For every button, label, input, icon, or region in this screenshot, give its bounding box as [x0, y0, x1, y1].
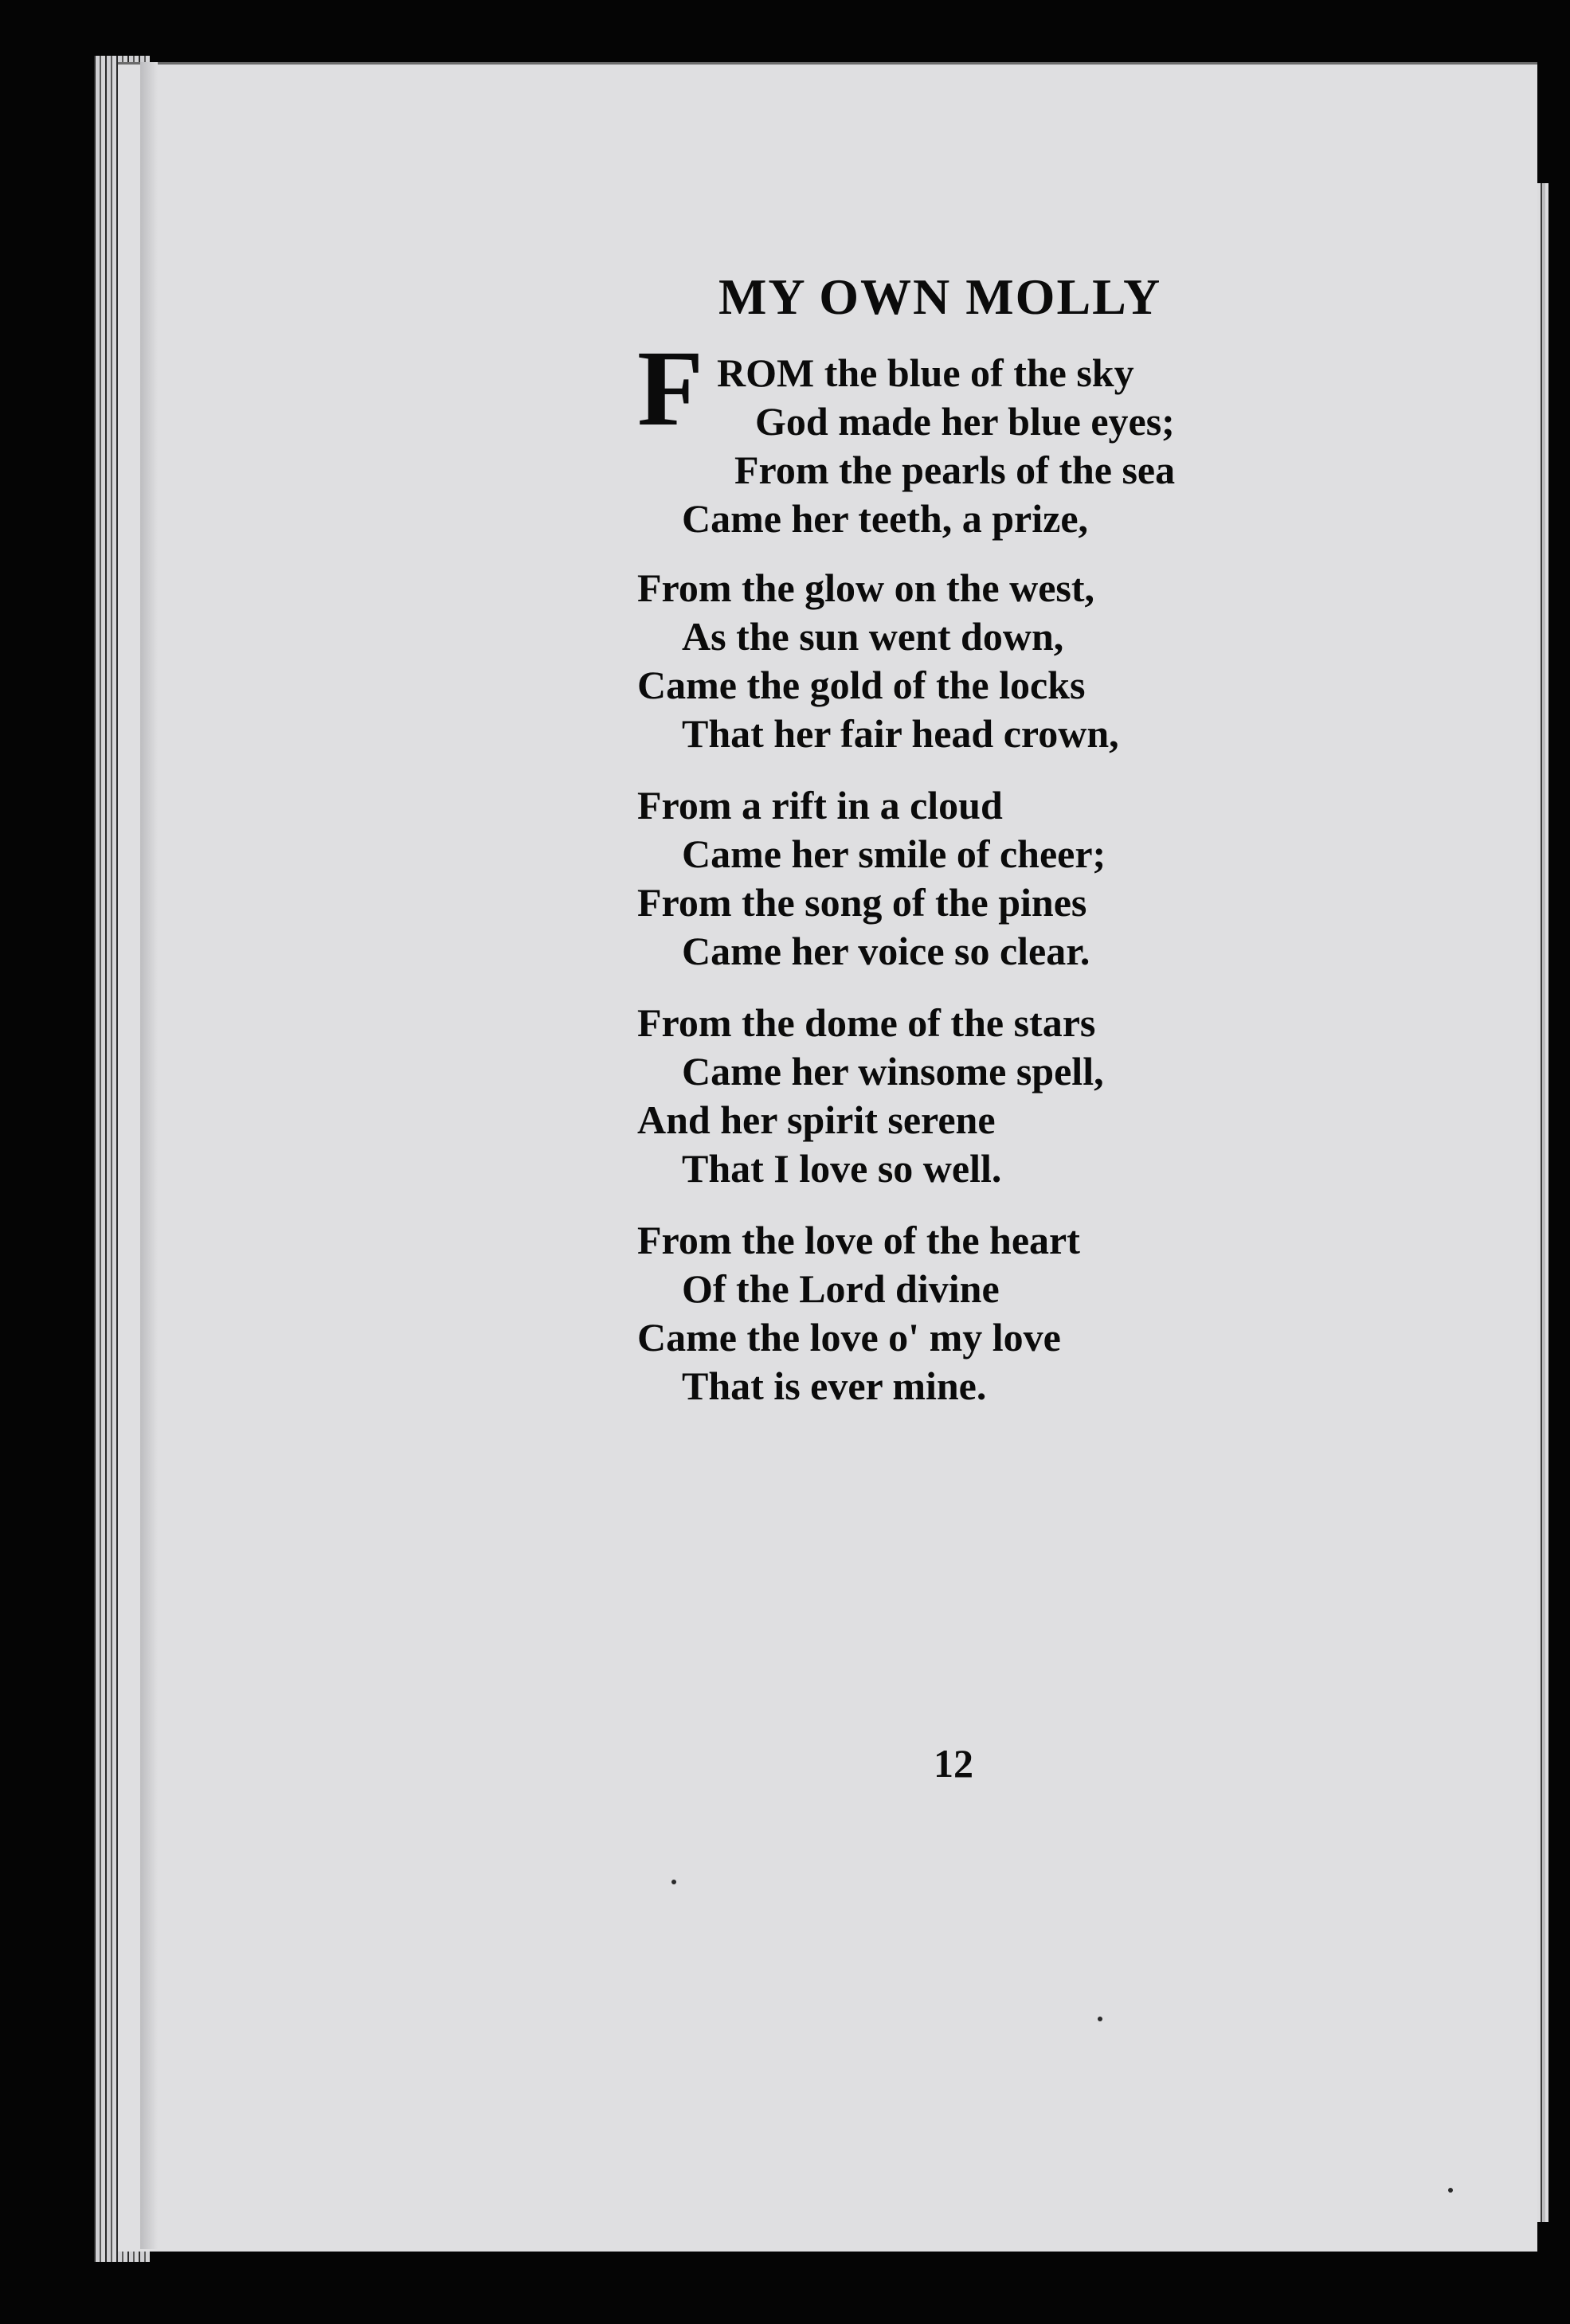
stanza-5	[637, 1216, 1080, 1410]
poem-line: Came her teeth, a prize,	[682, 496, 1089, 541]
poem-line: From the glow on the west,	[637, 565, 1094, 610]
poem-line: Came the love o' my love	[637, 1315, 1061, 1360]
scan-speck	[1098, 2017, 1102, 2021]
stanza-1	[637, 349, 1175, 543]
poem-title: MY OWN MOLLY	[718, 268, 1162, 325]
scan-speck	[1448, 2188, 1453, 2193]
poem-line: That is ever mine.	[682, 1363, 987, 1408]
stanza-2	[637, 564, 1119, 758]
poem-line: From the song of the pines	[637, 880, 1087, 925]
poem-line: Came her winsome spell,	[682, 1049, 1104, 1094]
poem-line: Of the Lord divine	[682, 1266, 1000, 1311]
poem-line: Came her smile of cheer;	[682, 831, 1106, 876]
binding-shadow	[140, 62, 158, 2249]
poem-line: Came her voice so clear.	[682, 929, 1090, 973]
page-number: 12	[934, 1741, 973, 1786]
drop-cap: F	[637, 329, 704, 448]
poem-line: From the love of the heart	[637, 1218, 1080, 1262]
poem-line: From a rift in a cloud	[637, 783, 1003, 827]
stanza-3	[637, 781, 1106, 976]
poem-line: From the dome of the stars	[637, 1000, 1096, 1045]
poem-line: That her fair head crown,	[682, 711, 1119, 756]
scan-speck	[671, 1880, 676, 1884]
page-right-edge	[1537, 183, 1548, 2222]
poem-line: ROM the blue of the sky	[717, 350, 1134, 395]
poem-line: Came the gold of the locks	[637, 663, 1086, 707]
poem-line: From the pearls of the sea	[734, 448, 1176, 492]
stanza-4	[637, 999, 1104, 1193]
poem-line: God made her blue eyes;	[755, 399, 1175, 444]
poem-line: That I love so well.	[682, 1146, 1002, 1191]
poem-line: As the sun went down,	[682, 614, 1064, 659]
poem-line: And her spirit serene	[637, 1097, 996, 1142]
